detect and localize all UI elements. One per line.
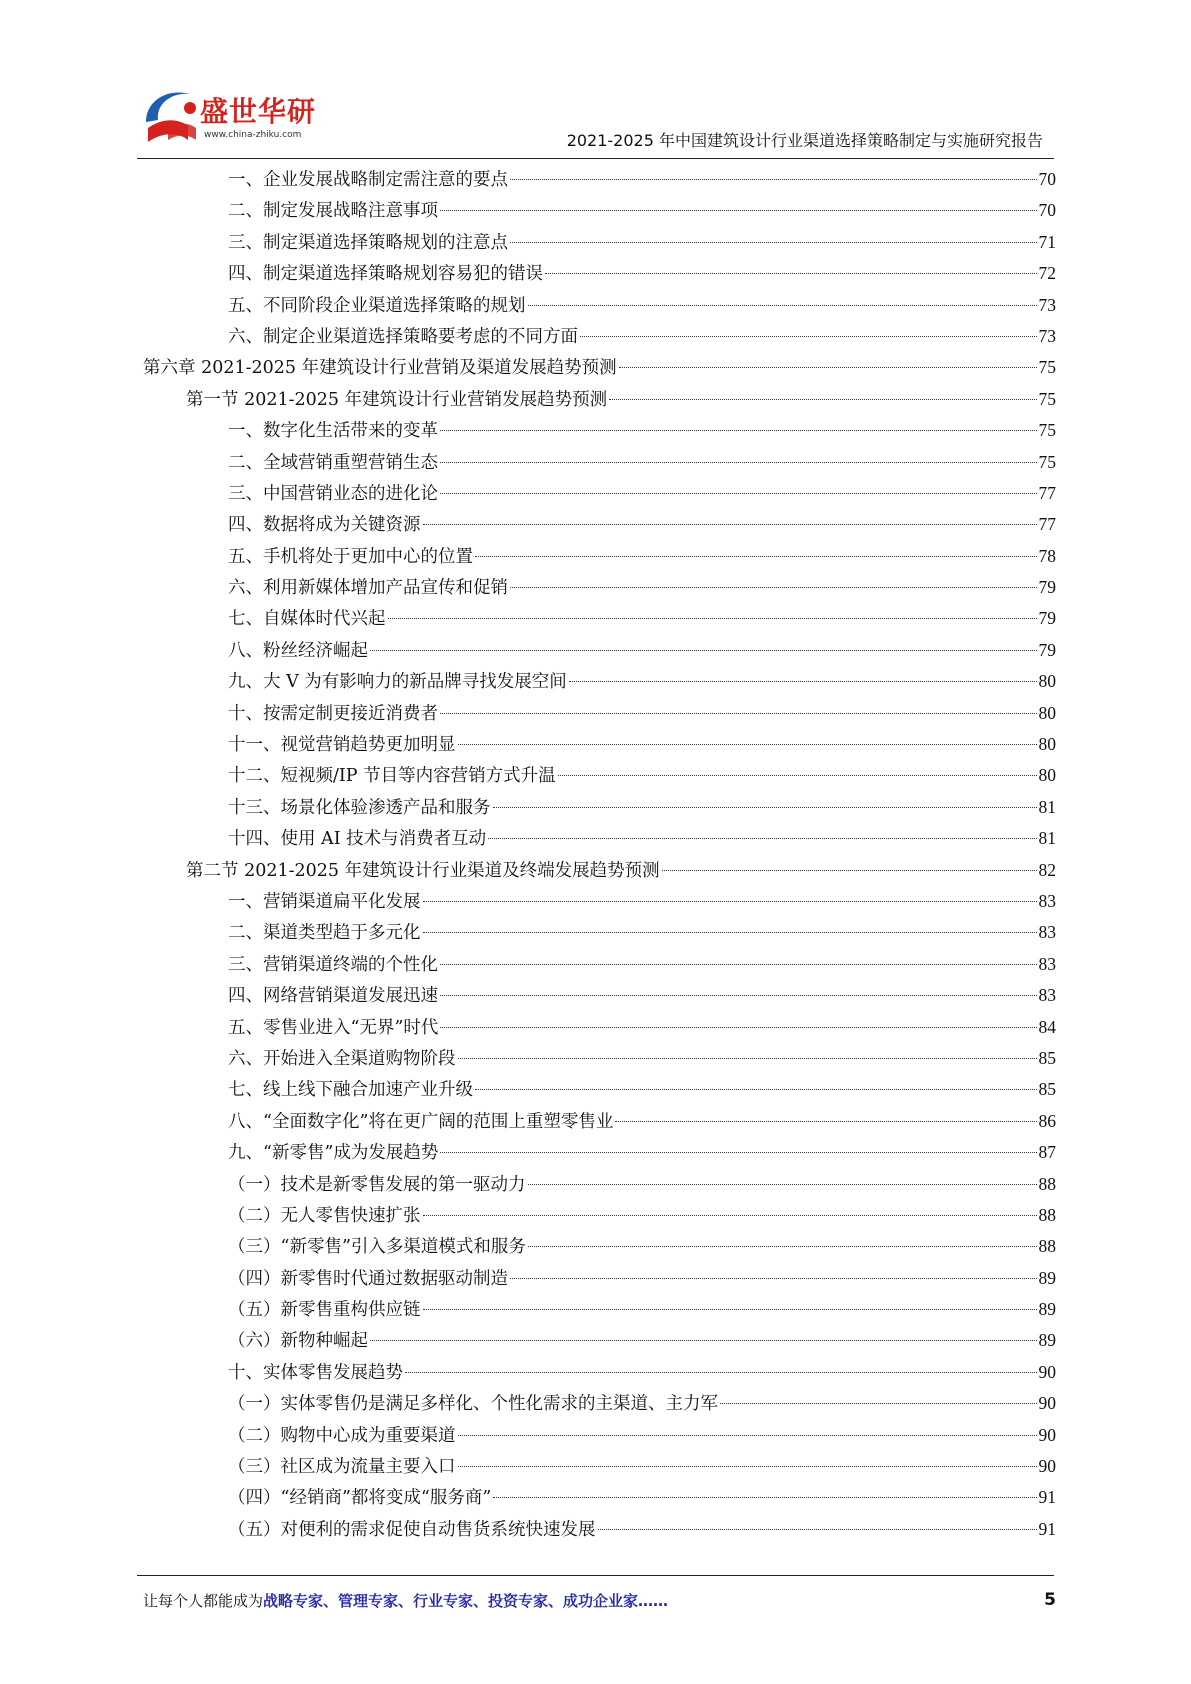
toc-dot-leader — [558, 775, 1037, 776]
page-footer — [143, 1590, 1056, 1620]
toc-entry[interactable] — [143, 949, 1056, 980]
toc-entry[interactable] — [143, 1106, 1056, 1137]
toc-entry-label: （六）新物种崛起 — [228, 1331, 368, 1352]
toc-entry-label: （三）“新零售”引入多渠道模式和服务 — [228, 1237, 526, 1258]
toc-entry-page: 82 — [1038, 859, 1056, 880]
toc-entry-page: 91 — [1038, 1518, 1056, 1539]
logo-name: 盛世华研 — [200, 95, 317, 128]
toc-entry-page: 77 — [1038, 514, 1056, 535]
toc-dot-leader — [493, 1497, 1036, 1498]
toc-dot-leader — [720, 1403, 1037, 1404]
toc-entry-page: 75 — [1038, 451, 1056, 472]
toc-entry[interactable] — [143, 1482, 1056, 1513]
toc-entry-page: 89 — [1038, 1267, 1056, 1288]
toc-entry-label: 第一节 2021-2025 年建筑设计行业营销发展趋势预测 — [186, 389, 608, 410]
toc-dot-leader — [440, 493, 1037, 494]
toc-dot-leader — [580, 336, 1037, 337]
toc-entry-page: 88 — [1038, 1173, 1056, 1194]
toc-entry[interactable] — [143, 258, 1056, 289]
toc-entry-page: 80 — [1038, 702, 1056, 723]
toc-entry-page: 89 — [1038, 1330, 1056, 1351]
toc-entry-label: 八、粉丝经济崛起 — [228, 640, 368, 661]
toc-dot-leader — [440, 462, 1037, 463]
toc-entry[interactable] — [143, 698, 1056, 729]
toc-entry-page: 88 — [1038, 1204, 1056, 1225]
toc-dot-leader — [440, 964, 1037, 965]
toc-dot-leader — [458, 1466, 1037, 1467]
toc-entry-page: 83 — [1038, 953, 1056, 974]
toc-entry-label: 七、线上线下融合加速产业升级 — [228, 1080, 473, 1101]
toc-entry-label: 三、中国营销业态的进化论 — [228, 483, 438, 504]
toc-entry[interactable] — [143, 1451, 1056, 1482]
toc-dot-leader — [423, 1309, 1037, 1310]
toc-entry[interactable] — [143, 478, 1056, 509]
toc-entry-label: 二、制定发展战略注意事项 — [228, 201, 438, 222]
toc-dot-leader — [440, 210, 1037, 211]
toc-entry-page: 75 — [1038, 420, 1056, 441]
toc-entry[interactable] — [143, 760, 1056, 791]
toc-entry-page: 79 — [1038, 608, 1056, 629]
toc-entry-label: 一、数字化生活带来的变革 — [228, 421, 438, 442]
toc-dot-leader — [388, 618, 1037, 619]
toc-dot-leader — [440, 713, 1037, 714]
toc-entry[interactable] — [143, 1012, 1056, 1043]
toc-dot-leader — [458, 744, 1037, 745]
footer-divider — [137, 1575, 1054, 1576]
toc-entry-label: （三）社区成为流量主要入口 — [228, 1457, 456, 1478]
toc-entry[interactable] — [143, 855, 1056, 886]
book-swirl-logo-icon — [138, 82, 208, 152]
logo-url: www.china-zhiku.com — [204, 130, 302, 140]
page-number: 5 — [1044, 1590, 1056, 1610]
toc-entry-label: （二）购物中心成为重要渠道 — [228, 1425, 456, 1446]
toc-entry[interactable] — [143, 415, 1056, 446]
toc-entry-label: 二、全域营销重塑营销生态 — [228, 452, 438, 473]
toc-entry-page: 81 — [1038, 828, 1056, 849]
page-header — [0, 0, 1191, 160]
toc-entry-page: 70 — [1038, 200, 1056, 221]
table-of-contents — [143, 164, 1056, 1545]
toc-dot-leader — [440, 1152, 1036, 1153]
toc-entry-label: 二、渠道类型趋于多元化 — [228, 923, 421, 944]
toc-entry-label: 十四、使用 AI 技术与消费者互动 — [228, 829, 487, 850]
toc-entry[interactable] — [143, 1231, 1056, 1262]
toc-entry-page: 84 — [1038, 1016, 1056, 1037]
toc-entry-page: 81 — [1038, 796, 1056, 817]
toc-entry-page: 90 — [1038, 1424, 1056, 1445]
toc-dot-leader — [475, 1089, 1037, 1090]
toc-entry[interactable] — [143, 1169, 1056, 1200]
toc-entry[interactable] — [143, 447, 1056, 478]
toc-entry[interactable] — [143, 321, 1056, 352]
toc-entry-label: 五、零售业进入“无界”时代 — [228, 1017, 439, 1038]
header-divider — [137, 158, 1054, 159]
toc-dot-leader — [662, 870, 1037, 871]
toc-entry-page: 79 — [1038, 639, 1056, 660]
toc-entry-label: 九、大 V 为有影响力的新品牌寻找发展空间 — [228, 672, 567, 693]
toc-entry-label: （四）新零售时代通过数据驱动制造 — [228, 1268, 508, 1289]
toc-entry-label: 一、营销渠道扁平化发展 — [228, 891, 421, 912]
toc-entry-label: 十一、视觉营销趋势更加明显 — [228, 735, 456, 756]
toc-dot-leader — [370, 650, 1037, 651]
toc-dot-leader — [488, 838, 1036, 839]
toc-entry[interactable] — [143, 227, 1056, 258]
toc-entry-page: 75 — [1038, 388, 1056, 409]
toc-entry-page: 75 — [1038, 357, 1056, 378]
toc-entry-page: 88 — [1038, 1236, 1056, 1257]
toc-dot-leader — [598, 1529, 1037, 1530]
toc-dot-leader — [545, 273, 1037, 274]
toc-dot-leader — [423, 524, 1037, 525]
toc-dot-leader — [405, 1372, 1037, 1373]
toc-entry-page: 90 — [1038, 1361, 1056, 1382]
toc-entry-page: 80 — [1038, 734, 1056, 755]
toc-entry-label: 四、数据将成为关键资源 — [228, 515, 421, 536]
toc-entry[interactable] — [143, 603, 1056, 634]
toc-entry-page: 85 — [1038, 1079, 1056, 1100]
toc-entry[interactable] — [143, 541, 1056, 572]
toc-dot-leader — [510, 179, 1037, 180]
toc-dot-leader — [475, 556, 1037, 557]
toc-entry-page: 86 — [1038, 1110, 1056, 1131]
toc-entry-label: （一）技术是新零售发展的第一驱动力 — [228, 1174, 526, 1195]
toc-dot-leader — [493, 807, 1037, 808]
toc-entry-label: 七、自媒体时代兴起 — [228, 609, 386, 630]
toc-dot-leader — [569, 681, 1037, 682]
toc-entry-label: 六、利用新媒体增加产品宣传和促销 — [228, 578, 508, 599]
toc-dot-leader — [458, 1435, 1037, 1436]
toc-dot-leader — [528, 305, 1037, 306]
toc-dot-leader — [528, 1184, 1037, 1185]
toc-dot-leader — [423, 901, 1037, 902]
toc-entry-page: 90 — [1038, 1393, 1056, 1414]
toc-entry-label: （五）对便利的需求促使自动售货系统快速发展 — [228, 1519, 596, 1540]
toc-entry-page: 89 — [1038, 1299, 1056, 1320]
toc-entry-page: 72 — [1038, 263, 1056, 284]
toc-dot-leader — [440, 430, 1037, 431]
toc-entry-label: 十二、短视频/IP 节目等内容营销方式升温 — [228, 766, 556, 787]
toc-entry-page: 91 — [1038, 1487, 1056, 1508]
toc-entry-page: 79 — [1038, 577, 1056, 598]
toc-entry-label: （四）“经销商”都将变成“服务商” — [228, 1488, 492, 1509]
toc-entry-label: 第六章 2021-2025 年建筑设计行业营销及渠道发展趋势预测 — [143, 358, 617, 379]
toc-entry[interactable] — [143, 792, 1056, 823]
toc-entry[interactable] — [143, 509, 1056, 540]
toc-entry[interactable] — [143, 980, 1056, 1011]
toc-entry[interactable] — [143, 886, 1056, 917]
toc-entry[interactable] — [143, 635, 1056, 666]
toc-dot-leader — [615, 1121, 1036, 1122]
toc-entry-label: 一、企业发展战略制定需注意的要点 — [228, 170, 508, 190]
toc-entry-label: 四、制定渠道选择策略规划容易犯的错误 — [228, 264, 543, 285]
toc-entry[interactable] — [143, 1357, 1056, 1388]
footer-slogan-prefix: 让每个人都能成为 — [143, 1592, 264, 1610]
toc-entry[interactable] — [143, 1200, 1056, 1231]
toc-entry[interactable] — [143, 195, 1056, 226]
toc-entry[interactable] — [143, 1325, 1056, 1356]
toc-entry-page: 87 — [1038, 1142, 1056, 1163]
toc-entry-label: 十、按需定制更接近消费者 — [228, 703, 438, 724]
report-title: 2021-2025 年中国建筑设计行业渠道选择策略制定与实施研究报告 — [566, 131, 1043, 150]
toc-entry[interactable] — [143, 1074, 1056, 1105]
toc-entry[interactable] — [143, 164, 1056, 195]
toc-entry-label: 十、实体零售发展趋势 — [228, 1362, 403, 1383]
toc-entry-label: 六、制定企业渠道选择策略要考虑的不同方面 — [228, 326, 578, 347]
toc-entry-label: 第二节 2021-2025 年建筑设计行业渠道及终端发展趋势预测 — [186, 860, 660, 881]
toc-entry-page: 78 — [1038, 545, 1056, 566]
toc-entry-label: 五、不同阶段企业渠道选择策略的规划 — [228, 295, 526, 316]
toc-entry[interactable] — [143, 1263, 1056, 1294]
toc-entry-page: 85 — [1038, 1047, 1056, 1068]
toc-entry[interactable] — [143, 1137, 1056, 1168]
toc-entry-label: 三、制定渠道选择策略规划的注意点 — [228, 232, 508, 253]
toc-entry-page: 71 — [1038, 231, 1056, 252]
toc-dot-leader — [458, 1058, 1037, 1059]
toc-entry-label: 八、“全面数字化”将在更广阔的范围上重塑零售业 — [228, 1111, 614, 1132]
toc-entry-label: 三、营销渠道终端的个性化 — [228, 954, 438, 975]
toc-entry-label: （二）无人零售快速扩张 — [228, 1205, 421, 1226]
toc-dot-leader — [528, 1246, 1037, 1247]
footer-slogan-roles: 战略专家、管理专家、行业专家、投资专家、成功企业家…… — [263, 1592, 669, 1610]
toc-entry[interactable] — [143, 1043, 1056, 1074]
toc-dot-leader — [423, 1215, 1037, 1216]
company-logo — [138, 82, 318, 152]
toc-entry[interactable] — [143, 917, 1056, 948]
toc-entry-label: （五）新零售重构供应链 — [228, 1300, 421, 1321]
toc-entry-page: 83 — [1038, 985, 1056, 1006]
toc-dot-leader — [370, 1340, 1037, 1341]
toc-dot-leader — [510, 242, 1037, 243]
toc-entry[interactable] — [143, 1420, 1056, 1451]
toc-entry-label: 六、开始进入全渠道购物阶段 — [228, 1048, 456, 1069]
toc-entry-page: 90 — [1038, 1456, 1056, 1477]
toc-entry[interactable] — [143, 572, 1056, 603]
toc-entry-page: 73 — [1038, 325, 1056, 346]
toc-entry-label: 九、“新零售”成为发展趋势 — [228, 1143, 439, 1164]
toc-dot-leader — [619, 367, 1037, 368]
toc-entry[interactable] — [143, 1294, 1056, 1325]
toc-dot-leader — [440, 995, 1037, 996]
toc-entry-page: 83 — [1038, 922, 1056, 943]
toc-dot-leader — [510, 1278, 1037, 1279]
toc-entry[interactable] — [143, 1514, 1056, 1545]
toc-entry-label: 四、网络营销渠道发展迅速 — [228, 986, 438, 1007]
toc-entry-page: 83 — [1038, 890, 1056, 911]
toc-entry-page: 70 — [1038, 169, 1056, 189]
toc-entry[interactable] — [143, 729, 1056, 760]
toc-dot-leader — [510, 587, 1037, 588]
toc-entry[interactable] — [143, 1388, 1056, 1419]
toc-entry[interactable] — [143, 666, 1056, 697]
toc-entry-page: 80 — [1038, 671, 1056, 692]
toc-entry-page: 73 — [1038, 294, 1056, 315]
toc-entry-page: 80 — [1038, 765, 1056, 786]
toc-entry-label: （一）实体零售仍是满足多样化、个性化需求的主渠道、主力军 — [228, 1394, 718, 1415]
toc-entry[interactable] — [143, 823, 1056, 854]
toc-entry-page: 77 — [1038, 482, 1056, 503]
toc-entry-label: 十三、场景化体验渗透产品和服务 — [228, 797, 491, 818]
toc-entry[interactable] — [143, 290, 1056, 321]
toc-dot-leader — [423, 932, 1037, 933]
toc-dot-leader — [609, 399, 1036, 400]
toc-dot-leader — [440, 1027, 1036, 1028]
toc-entry[interactable] — [143, 384, 1056, 415]
toc-entry-label: 五、手机将处于更加中心的位置 — [228, 546, 473, 567]
toc-entry[interactable] — [143, 352, 1056, 383]
